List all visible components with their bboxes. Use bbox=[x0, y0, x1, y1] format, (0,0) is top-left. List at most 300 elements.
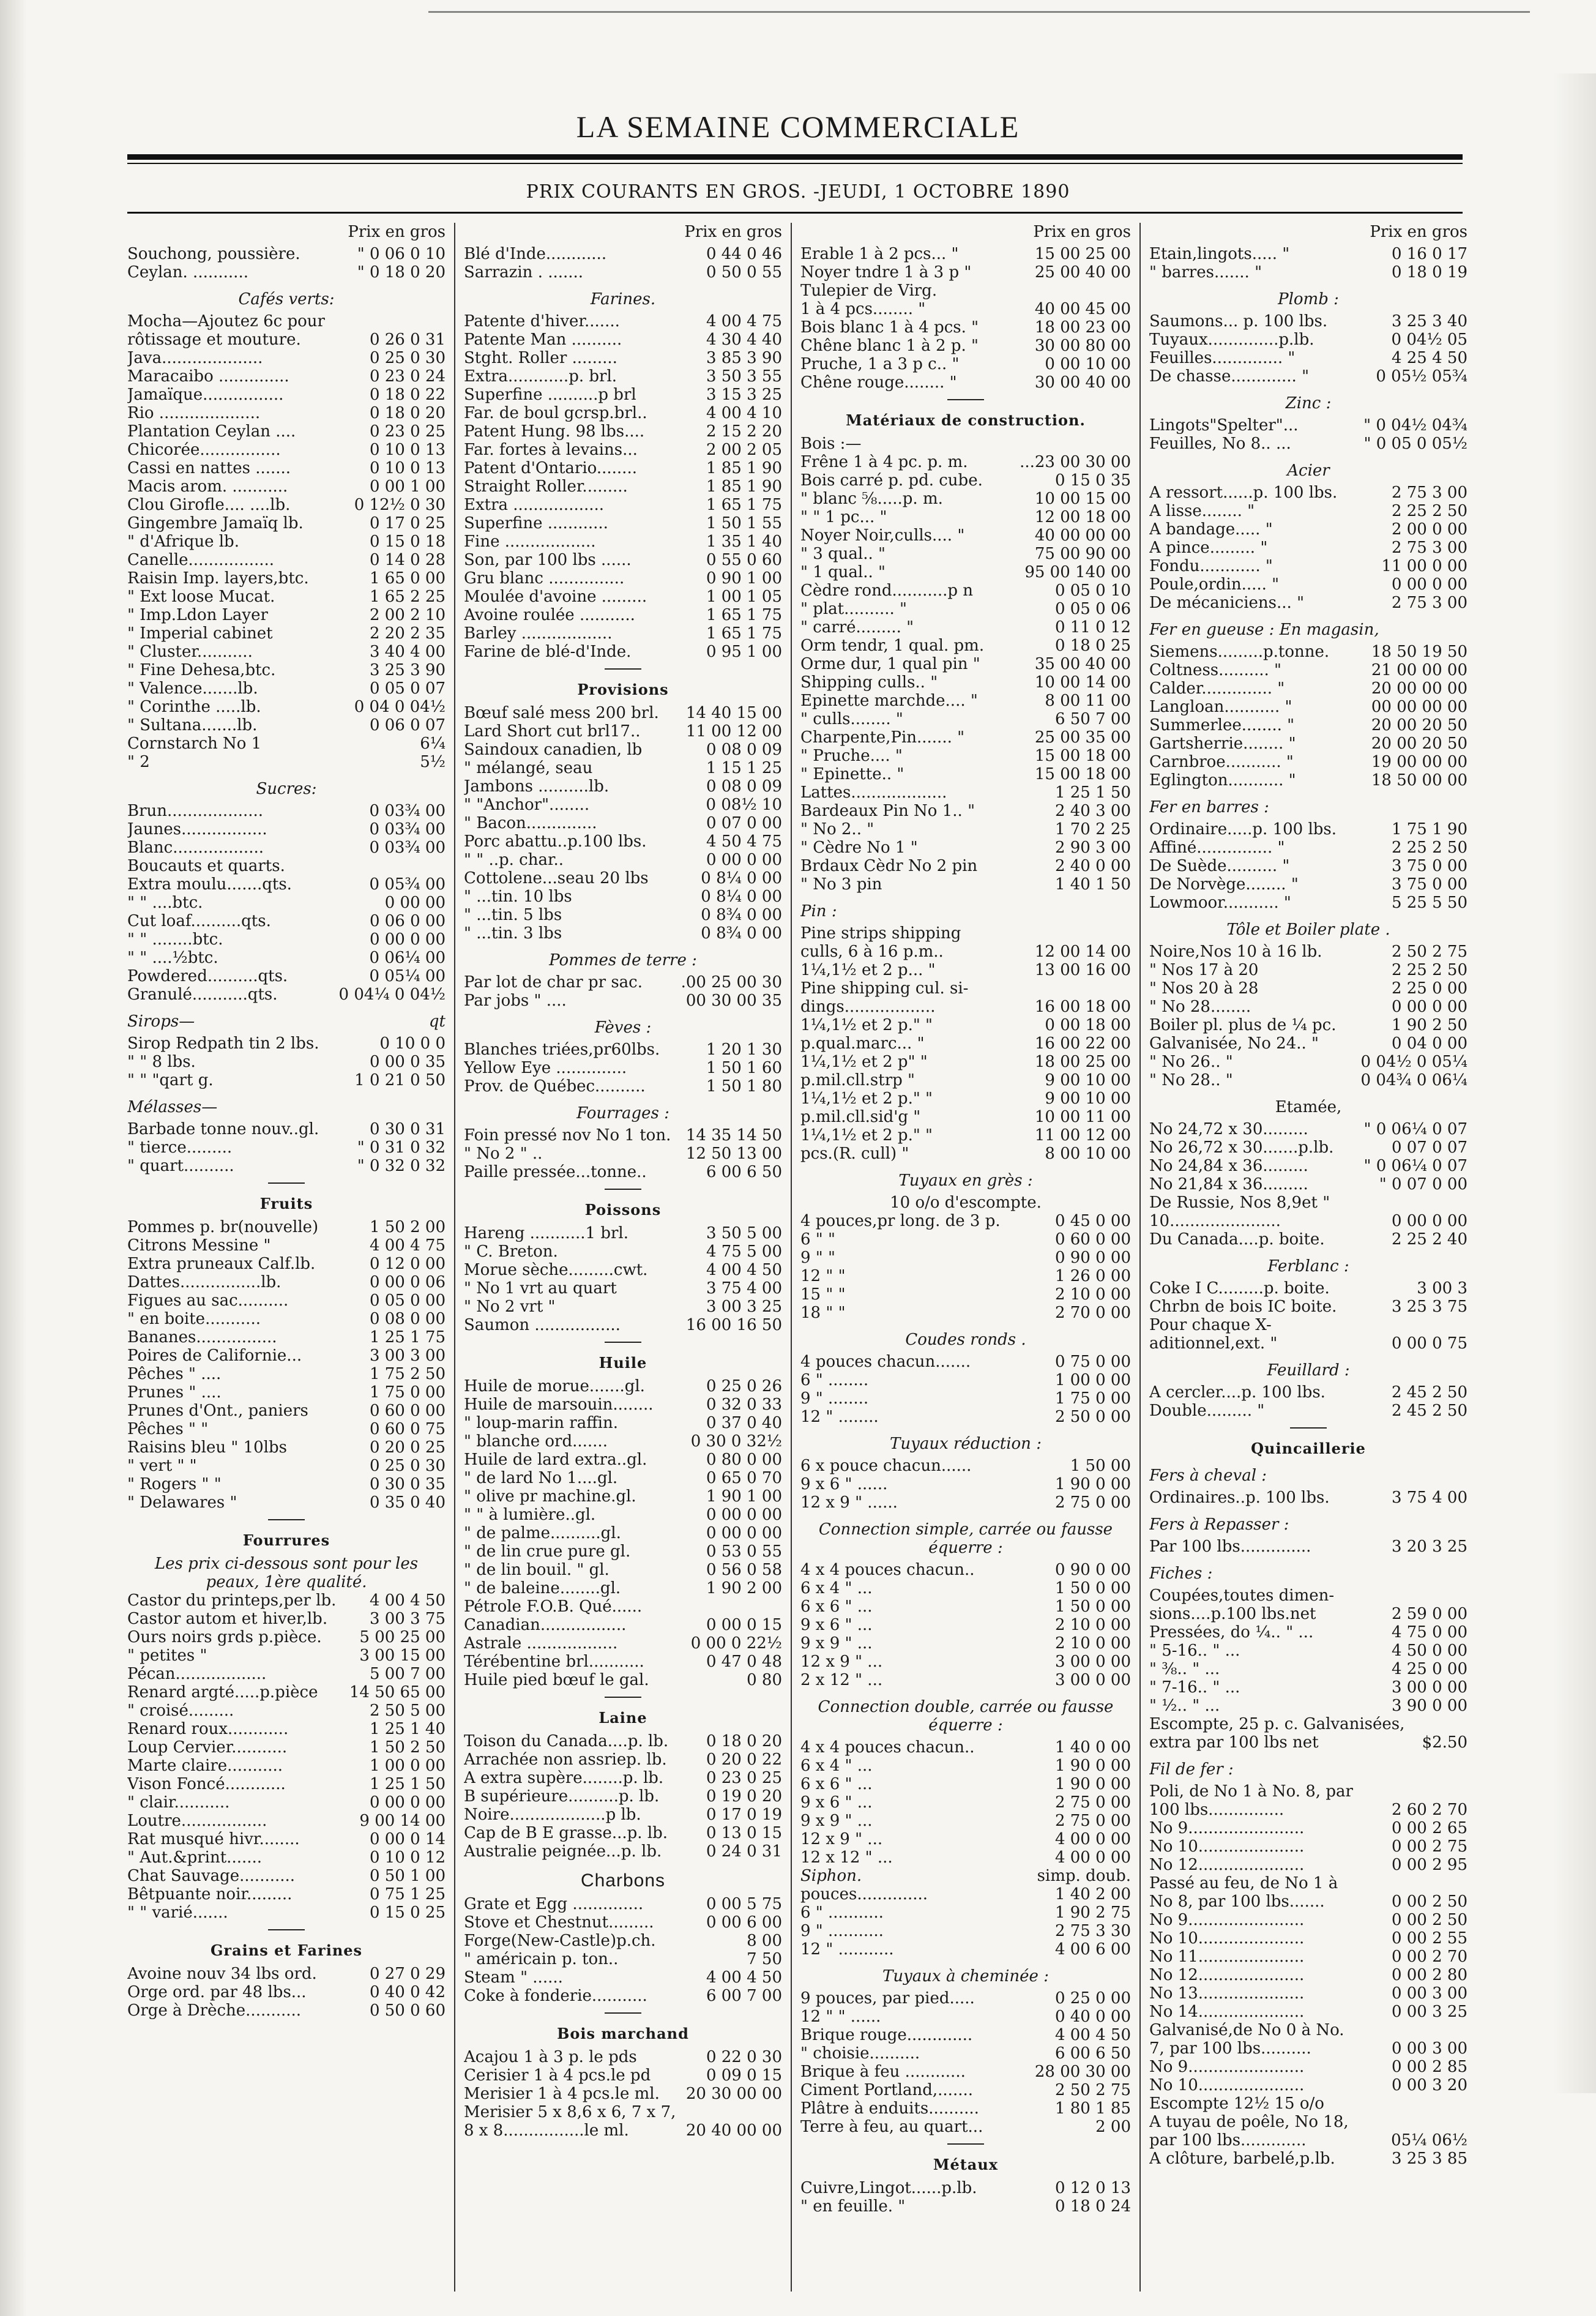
item-price: 8 00 bbox=[747, 1932, 782, 1950]
item-name: " ...tin. 3 lbs bbox=[464, 924, 562, 943]
item-name: Brique à feu ............ bbox=[800, 2063, 966, 2081]
item-name: Charpente,Pin....... " bbox=[800, 728, 965, 747]
price-row bbox=[464, 1224, 782, 1242]
price-list bbox=[800, 2179, 1131, 2216]
item-price: 0 05½ 05¾ bbox=[1376, 367, 1467, 386]
item-price: 2 15 2 20 bbox=[706, 422, 782, 441]
item-name: Noyer Noir,culls.... " bbox=[800, 526, 965, 545]
price-list bbox=[464, 973, 782, 1010]
price-row bbox=[464, 1298, 782, 1316]
price-row bbox=[800, 2118, 1131, 2136]
item-name: Farine de blé-d'Inde. bbox=[464, 643, 632, 661]
item-name: Bêtpuante noir......... bbox=[127, 1885, 293, 1903]
item-name: De Russie, Nos 8,9et " bbox=[1149, 1193, 1330, 1212]
item-price: 0 90 1 00 bbox=[706, 569, 782, 588]
masthead: LA SEMAINE COMMERCIALE bbox=[576, 110, 1020, 144]
price-row bbox=[800, 1249, 1131, 1267]
price-row bbox=[464, 741, 782, 759]
column-header: Prix en gros bbox=[684, 223, 782, 241]
price-row bbox=[1149, 1034, 1467, 1053]
price-row bbox=[127, 912, 446, 930]
item-name: Cuivre,Lingot......p.lb. bbox=[800, 2179, 977, 2197]
price-row bbox=[1149, 820, 1467, 839]
item-name: Cut loaf..........qts. bbox=[127, 912, 271, 930]
price-row bbox=[127, 1812, 446, 1830]
item-price: 0 04¼ 0 04½ bbox=[338, 985, 446, 1004]
item-name: " 2 bbox=[127, 753, 150, 771]
price-row bbox=[127, 1273, 446, 1291]
item-name: Java.................... bbox=[127, 349, 263, 367]
price-row bbox=[464, 349, 782, 367]
price-row bbox=[800, 2081, 1131, 2099]
item-price: 0 18 0 20 bbox=[706, 1732, 782, 1750]
item-name: Par lot de char pr sac. bbox=[464, 973, 643, 992]
section-title: Tuyaux à cheminée : bbox=[882, 1967, 1049, 1985]
item-price: 4 75 0 00 bbox=[1391, 1623, 1467, 1642]
item-price: 0 00 0 75 bbox=[1391, 1334, 1467, 1353]
item-name: 8 x 8................le ml. bbox=[464, 2121, 629, 2140]
item-price: 1 90 2 50 bbox=[1391, 1016, 1467, 1034]
item-price: 25 00 35 00 bbox=[1034, 728, 1131, 747]
item-name: Fine .................. bbox=[464, 532, 596, 551]
item-price: 12 00 14 00 bbox=[1034, 943, 1131, 961]
item-name: Extra pruneaux Calf.lb. bbox=[127, 1255, 316, 1273]
item-name: " ½.. " ... bbox=[1149, 1697, 1220, 1715]
item-price: 0 80 0 00 bbox=[706, 1451, 782, 1469]
item-price: 2 59 0 00 bbox=[1391, 1605, 1467, 1623]
item-name: Foin pressé nov No 1 ton. bbox=[464, 1126, 671, 1145]
item-name: No 24,84 x 36......... bbox=[1149, 1157, 1308, 1175]
price-row bbox=[1149, 1642, 1467, 1660]
item-price: 05¼ 06½ bbox=[1391, 2131, 1467, 2150]
item-price: 0 37 0 40 bbox=[706, 1414, 782, 1432]
item-name: 6 x 6 " ... bbox=[800, 1597, 873, 1616]
item-name: A lisse........ " bbox=[1149, 502, 1255, 520]
item-price: 75 00 90 00 bbox=[1034, 545, 1131, 563]
price-row bbox=[800, 1071, 1131, 1089]
item-price: 1 90 0 00 bbox=[1054, 1475, 1131, 1493]
item-price: 3 00 0 00 bbox=[1054, 1653, 1131, 1671]
price-row bbox=[1149, 367, 1467, 386]
price-row bbox=[800, 2026, 1131, 2044]
item-name: Son, par 100 lbs ...... bbox=[464, 551, 632, 569]
price-row bbox=[127, 422, 446, 441]
price-row bbox=[1149, 2021, 1467, 2039]
price-list bbox=[1149, 1120, 1467, 1249]
item-price: 0 13 0 15 bbox=[706, 1824, 782, 1842]
item-name: " carré......... " bbox=[800, 618, 914, 637]
price-row bbox=[464, 477, 782, 496]
item-name: 4 pouces chacun....... bbox=[800, 1353, 971, 1371]
item-price: 0 24 0 31 bbox=[706, 1842, 782, 1861]
item-name: Pêches " " bbox=[127, 1420, 209, 1438]
item-price bbox=[1463, 1316, 1467, 1334]
price-row bbox=[800, 1848, 1131, 1867]
item-price: 1 00 1 05 bbox=[706, 588, 782, 606]
price-row bbox=[464, 973, 782, 992]
item-name: Passé au feu, de No 1 à bbox=[1149, 1874, 1338, 1892]
item-name: No 9....................... bbox=[1149, 1911, 1305, 1929]
item-price: 11 00 12 00 bbox=[1034, 1126, 1131, 1145]
item-price: 0 05 0 07 bbox=[369, 679, 446, 698]
price-row bbox=[127, 1328, 446, 1347]
item-name: Bœuf salé mess 200 brl. bbox=[464, 704, 659, 722]
price-row bbox=[464, 532, 782, 551]
item-name: Forge(New-Castle)p.ch. bbox=[464, 1932, 656, 1950]
item-price: 2 40 3 00 bbox=[1054, 802, 1131, 820]
item-name: Chêne rouge........ " bbox=[800, 373, 957, 392]
item-name: " olive pr machine.gl. bbox=[464, 1487, 636, 1506]
price-row bbox=[127, 1347, 446, 1365]
price-row bbox=[464, 1414, 782, 1432]
item-price: 0 95 1 00 bbox=[706, 643, 782, 661]
item-name: " ⅜.. " ... bbox=[1149, 1660, 1220, 1678]
item-price: 1 50 2 00 bbox=[369, 1218, 446, 1236]
item-price: 1 40 2 00 bbox=[1054, 1885, 1131, 1903]
item-price: 0 12½ 0 30 bbox=[354, 496, 446, 514]
price-row bbox=[127, 532, 446, 551]
price-row bbox=[464, 1126, 782, 1145]
item-name: Par jobs " .... bbox=[464, 992, 567, 1010]
price-row bbox=[800, 245, 1131, 263]
item-price: 0 56 0 58 bbox=[706, 1561, 782, 1579]
price-row bbox=[800, 1126, 1131, 1145]
item-price: 6¼ bbox=[420, 734, 446, 753]
item-name: 9 x 9 " ... bbox=[800, 1634, 873, 1653]
item-price: 0 25 0 30 bbox=[369, 349, 446, 367]
item-price: 0 23 0 24 bbox=[369, 367, 446, 386]
item-name: p.mil.cll.strp " bbox=[800, 1071, 915, 1089]
item-name: Cottolene...seau 20 lbs bbox=[464, 869, 649, 887]
item-name: " de palme..........gl. bbox=[464, 1524, 621, 1542]
price-row bbox=[127, 1757, 446, 1775]
section-title: Fer en gueuse : En magasin, bbox=[1149, 621, 1379, 639]
section-unit: qt bbox=[428, 1012, 446, 1031]
price-row bbox=[800, 545, 1131, 563]
item-price: 3 20 3 25 bbox=[1391, 1537, 1467, 1556]
price-row bbox=[1149, 753, 1467, 771]
item-name: Barbade tonne nouv..gl. bbox=[127, 1120, 319, 1138]
section-title: Plomb : bbox=[1278, 290, 1339, 308]
item-name: No 26,72 x 30.......p.lb. bbox=[1149, 1138, 1334, 1157]
item-price: 0 25 0 00 bbox=[1054, 1989, 1131, 2008]
section-subtitle: Bois :— bbox=[800, 435, 862, 453]
price-list bbox=[127, 1034, 446, 1089]
price-row bbox=[464, 924, 782, 943]
item-name: Pétrole F.O.B. Qué...... bbox=[464, 1597, 643, 1616]
item-price: 2 25 0 00 bbox=[1391, 979, 1467, 998]
item-name: Plâtre à enduits.......... bbox=[800, 2099, 979, 2118]
price-row bbox=[1149, 349, 1467, 367]
item-name: Dattes................lb. bbox=[127, 1273, 282, 1291]
price-row bbox=[1149, 1874, 1467, 1892]
price-row bbox=[464, 422, 782, 441]
item-name: " plat.......... " bbox=[800, 600, 908, 618]
item-name: De Suède.......... " bbox=[1149, 857, 1290, 875]
item-name: Superfine ..........p brl bbox=[464, 386, 636, 404]
item-name: Lard Short cut brl17.. bbox=[464, 722, 641, 741]
item-name: A tuyau de poêle, No 18, bbox=[1149, 2113, 1349, 2131]
item-price: 0 00 0 00 bbox=[706, 1524, 782, 1542]
section-title: Grains et Farines bbox=[210, 1941, 363, 1959]
price-row bbox=[127, 606, 446, 624]
item-price: 6 00 6 50 bbox=[706, 1163, 782, 1181]
section-title: Zinc : bbox=[1285, 394, 1332, 413]
price-row bbox=[464, 404, 782, 422]
item-name: Huile de morue.......gl. bbox=[464, 1377, 645, 1395]
item-price: 0 00 2 75 bbox=[1391, 1837, 1467, 1856]
column-separator bbox=[454, 223, 455, 2292]
item-name: " C. Breton. bbox=[464, 1242, 558, 1261]
item-price: 0 03¾ 00 bbox=[369, 839, 446, 857]
item-name: Blanches triées,pr60lbs. bbox=[464, 1040, 660, 1059]
item-name: " 7-16.. " ... bbox=[1149, 1678, 1240, 1697]
item-name: Chat Sauvage........... bbox=[127, 1867, 296, 1885]
item-price bbox=[777, 1597, 782, 1616]
item-price: 3 00 3 bbox=[1417, 1279, 1467, 1298]
item-price: 2 45 2 50 bbox=[1391, 1402, 1467, 1420]
price-row bbox=[464, 1750, 782, 1769]
price-row bbox=[1149, 771, 1467, 790]
item-price: 0 00 0 00 bbox=[369, 930, 446, 949]
item-name: 1 à 4 pcs........ " bbox=[800, 300, 926, 318]
item-name: Chicorée................ bbox=[127, 441, 281, 459]
section-divider bbox=[605, 2012, 641, 2014]
price-row bbox=[1149, 245, 1467, 263]
section-title: Quincaillerie bbox=[1251, 1440, 1366, 1457]
item-name: " 5-16.. " ... bbox=[1149, 1642, 1240, 1660]
item-price: 0 8¾ 0 00 bbox=[701, 906, 782, 924]
item-name: 4 x 4 pouces chacun.. bbox=[800, 1738, 975, 1757]
item-price: 0 03¾ 00 bbox=[369, 820, 446, 839]
item-name: " blanche ord....... bbox=[464, 1432, 608, 1451]
item-name: 6 x 6 " ... bbox=[800, 1775, 873, 1793]
item-price: 6 00 6 50 bbox=[1054, 2044, 1131, 2063]
price-row bbox=[1149, 2150, 1467, 2168]
price-row bbox=[800, 979, 1131, 998]
price-row bbox=[1149, 1053, 1467, 1071]
price-row bbox=[800, 1738, 1131, 1757]
item-name: " " 8 lbs. bbox=[127, 1053, 196, 1071]
item-name: 9 x 9 " ... bbox=[800, 1812, 873, 1830]
price-row bbox=[464, 367, 782, 386]
item-price bbox=[441, 857, 446, 875]
item-name: No 8, par 100 lbs....... bbox=[1149, 1892, 1325, 1911]
price-list bbox=[1149, 1782, 1467, 2168]
item-price: 1 90 2 00 bbox=[706, 1579, 782, 1597]
item-name: " " "qart g. bbox=[127, 1071, 214, 1089]
item-name: Souchong, poussière. bbox=[127, 245, 300, 263]
item-price: 21 00 00 00 bbox=[1371, 661, 1467, 679]
item-price: 2 40 0 00 bbox=[1054, 857, 1131, 875]
item-price: 5 00 25 00 bbox=[359, 1628, 446, 1646]
item-price: 0 00 2 50 bbox=[1391, 1892, 1467, 1911]
item-price bbox=[1463, 2021, 1467, 2039]
item-price: 0 08 0 09 bbox=[706, 741, 782, 759]
price-row bbox=[127, 441, 446, 459]
page-left-edge bbox=[0, 0, 27, 2316]
price-row bbox=[800, 526, 1131, 545]
price-row bbox=[800, 471, 1131, 490]
price-row bbox=[464, 1059, 782, 1077]
item-name: 9 " ........ bbox=[800, 1389, 869, 1408]
item-name: 12 " " ...... bbox=[800, 2008, 881, 2026]
price-row bbox=[464, 796, 782, 814]
price-row bbox=[464, 851, 782, 869]
item-price: 4 75 5 00 bbox=[706, 1242, 782, 1261]
item-name: Ciment Portland,....... bbox=[800, 2081, 974, 2099]
section-divider bbox=[605, 1697, 641, 1698]
item-price: 3 00 0 00 bbox=[1391, 1678, 1467, 1697]
item-price: 19 00 00 00 bbox=[1371, 753, 1467, 771]
item-price: 0 05¾ 00 bbox=[369, 875, 446, 894]
price-row bbox=[800, 1989, 1131, 2008]
price-row bbox=[1149, 1782, 1467, 1801]
item-name: De mécaniciens... " bbox=[1149, 594, 1305, 612]
price-row bbox=[1149, 312, 1467, 331]
price-row bbox=[127, 331, 446, 349]
price-row bbox=[464, 1542, 782, 1561]
price-row bbox=[800, 1285, 1131, 1304]
price-row bbox=[1149, 1892, 1467, 1911]
section-divider bbox=[605, 1189, 641, 1190]
item-price: 0 40 0 42 bbox=[369, 1983, 446, 2001]
item-name: Hareng ...........1 brl. bbox=[464, 1224, 629, 1242]
item-name: 18 " " bbox=[800, 1304, 846, 1322]
item-name: " en boite........... bbox=[127, 1310, 261, 1328]
price-row bbox=[1149, 1856, 1467, 1874]
item-name: Orme dur, 1 qual pin " bbox=[800, 655, 980, 673]
item-name: 1¼,1½ et 2 p... " bbox=[800, 961, 936, 979]
section-title: Fil de fer : bbox=[1149, 1760, 1234, 1779]
price-row bbox=[800, 1775, 1131, 1793]
item-price: 1 50 0 00 bbox=[1054, 1579, 1131, 1597]
item-name: " mélangé, seau bbox=[464, 759, 593, 777]
price-row bbox=[800, 581, 1131, 600]
price-list bbox=[800, 924, 1131, 1163]
price-row bbox=[800, 508, 1131, 526]
price-row bbox=[800, 875, 1131, 894]
item-name: Citrons Messine " bbox=[127, 1236, 271, 1255]
item-name: " en feuille. " bbox=[800, 2197, 906, 2216]
item-price: 0 00 0 00 bbox=[1391, 1212, 1467, 1230]
price-row bbox=[127, 1646, 446, 1665]
item-name: " loup-marin raffin. bbox=[464, 1414, 619, 1432]
item-name: De Norvège........ " bbox=[1149, 875, 1299, 894]
price-row bbox=[1149, 2076, 1467, 2094]
item-name: No 12..................... bbox=[1149, 1856, 1305, 1874]
price-row bbox=[800, 600, 1131, 618]
item-name: Du Canada....p. boite. bbox=[1149, 1230, 1325, 1249]
item-name: No 21,84 x 36......... bbox=[1149, 1175, 1308, 1193]
price-row bbox=[800, 857, 1131, 875]
price-row bbox=[1149, 943, 1467, 961]
section-divider bbox=[947, 2143, 984, 2145]
item-price: 3 25 3 75 bbox=[1391, 1298, 1467, 1316]
item-name: Pécan.................. bbox=[127, 1665, 267, 1683]
price-row bbox=[464, 1279, 782, 1298]
column-4 bbox=[1149, 223, 1467, 2292]
item-price: " 0 18 0 20 bbox=[357, 263, 446, 282]
price-list bbox=[800, 1885, 1131, 1959]
section-title: Tuyaux en grès : bbox=[898, 1171, 1033, 1190]
price-row bbox=[127, 1610, 446, 1628]
item-name: Merisier 5 x 8,6 x 6, 7 x 7, bbox=[464, 2103, 676, 2121]
item-name: Maracaibo .............. bbox=[127, 367, 289, 386]
price-row bbox=[800, 673, 1131, 692]
price-row bbox=[800, 637, 1131, 655]
price-row bbox=[127, 1310, 446, 1328]
item-price: 8 00 11 00 bbox=[1045, 692, 1131, 710]
item-name: " Corinthe .....lb. bbox=[127, 698, 261, 716]
item-price bbox=[777, 2103, 782, 2121]
item-name: Orge à Drèche........... bbox=[127, 2001, 302, 2020]
item-name: Carnbroe........... " bbox=[1149, 753, 1294, 771]
item-name: No 11..................... bbox=[1149, 1948, 1305, 1966]
item-name: Far. de boul gcrsp.brl.. bbox=[464, 404, 647, 422]
price-row bbox=[127, 1291, 446, 1310]
item-name: " No 26.. " bbox=[1149, 1053, 1233, 1071]
item-price: 0 8¼ 0 00 bbox=[701, 869, 782, 887]
column-header: Prix en gros bbox=[1033, 223, 1131, 241]
price-list bbox=[800, 245, 1131, 392]
price-row bbox=[127, 367, 446, 386]
price-row bbox=[800, 282, 1131, 300]
price-list bbox=[800, 453, 1131, 894]
price-row bbox=[464, 1469, 782, 1487]
item-name: A ressort......p. 100 lbs. bbox=[1149, 484, 1338, 502]
price-list bbox=[127, 245, 446, 282]
price-row bbox=[1149, 1230, 1467, 1249]
price-list bbox=[464, 1895, 782, 2005]
item-price: 0 00 10 00 bbox=[1045, 355, 1131, 373]
item-price: 0 08 0 09 bbox=[706, 777, 782, 796]
item-name: Ordinaire.....p. 100 lbs. bbox=[1149, 820, 1337, 839]
item-name: Pine strips shipping bbox=[800, 924, 961, 943]
item-price: 1 90 0 00 bbox=[1054, 1775, 1131, 1793]
item-name: " Cluster........... bbox=[127, 643, 253, 661]
price-row bbox=[127, 820, 446, 839]
item-price: 1 0 21 0 50 bbox=[354, 1071, 446, 1089]
item-price: 14 50 65 00 bbox=[349, 1683, 446, 1702]
section-title: Connection simple, carrée ou fausse équerre : bbox=[818, 1520, 1113, 1557]
price-row bbox=[464, 722, 782, 741]
item-name: Frêne 1 à 4 pc. p. m. bbox=[800, 453, 968, 471]
item-name: " vert " " bbox=[127, 1457, 197, 1475]
column-header: Prix en gros bbox=[348, 223, 446, 241]
price-row bbox=[464, 643, 782, 661]
price-row bbox=[1149, 1383, 1467, 1402]
item-name: Prunes " .... bbox=[127, 1383, 222, 1402]
price-row bbox=[800, 2179, 1131, 2197]
item-price: 0 18 0 22 bbox=[369, 386, 446, 404]
price-row bbox=[800, 1616, 1131, 1634]
section-title: Charbons bbox=[580, 1870, 666, 1891]
item-price: 0 50 1 00 bbox=[369, 1867, 446, 1885]
item-name: Fondu............ " bbox=[1149, 557, 1273, 575]
item-name: " Nos 17 à 20 bbox=[1149, 961, 1259, 979]
price-list bbox=[464, 1377, 782, 1689]
price-list bbox=[464, 1732, 782, 1861]
item-price: 2 20 2 35 bbox=[369, 624, 446, 643]
item-name: " Epinette.. " bbox=[800, 765, 904, 783]
item-price: 0 60 0 75 bbox=[369, 1420, 446, 1438]
item-name: 12 x 9 " ... bbox=[800, 1653, 883, 1671]
item-price: 18 50 19 50 bbox=[1371, 643, 1467, 661]
price-row bbox=[800, 1940, 1131, 1959]
item-name: Loutre................. bbox=[127, 1812, 267, 1830]
item-price: 1 50 0 00 bbox=[1054, 1597, 1131, 1616]
